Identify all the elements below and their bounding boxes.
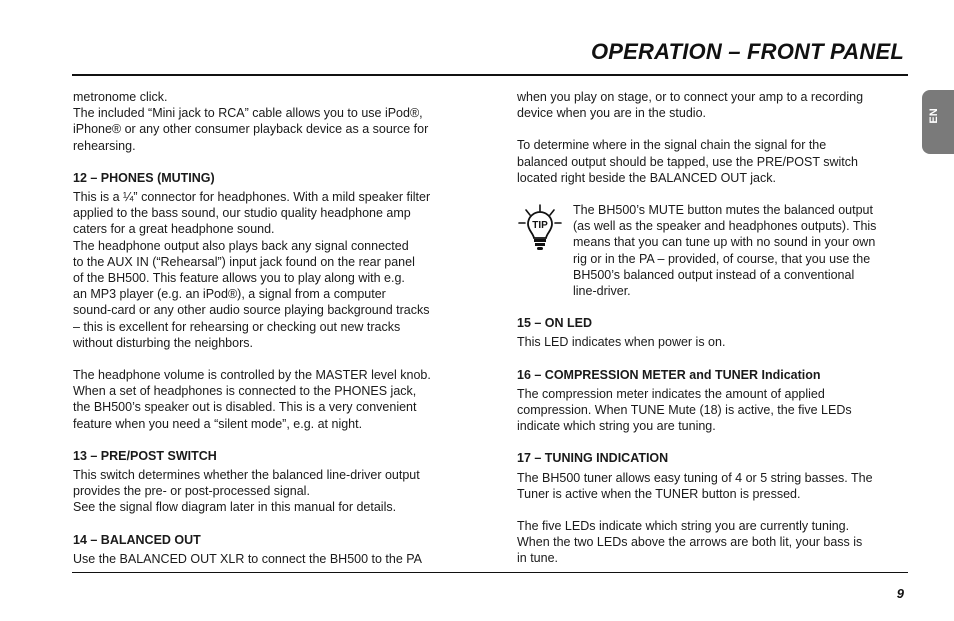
- page-title: OPERATION – FRONT PANEL: [590, 39, 904, 64]
- balanced-paragraph-2: To determine where in the signal chain the signal for the balanced output should be tapped, use the PRE/POST switch located right beside the BALANCED OUT jack.: [517, 138, 858, 185]
- header-rule: [72, 74, 908, 76]
- phones-paragraph-2: The headphone volume is controlled by the MASTER level knob. When a set of headphones is connected to the PHONES jack, the BH500’s speaker out is disabled. This is a very convenient feature when you need a “silent mode”, e.g. at night.: [73, 368, 431, 431]
- balanced-continued-paragraph: when you play on stage, or to connect your amp to a recording device when you are in the studio.: [517, 90, 864, 121]
- prepost-heading: 13 – PRE/POST SWITCH: [73, 448, 217, 463]
- left-column: [73, 89, 473, 567]
- compression-meter-heading: 16 – COMPRESSION METER and TUNER Indication: [517, 367, 821, 382]
- prepost-paragraph: This switch determines whether the balanced line-driver output provides the pre- or post-processed signal. See the signal flow diagram later in this manual for details.: [73, 468, 420, 515]
- intro-paragraph: metronome click. The included “Mini jack to RCA” cable allows you to use iPod®, iPhone® or any other consumer playback device as a source for rehearsing.: [73, 90, 429, 153]
- right-column: [517, 89, 909, 567]
- tuning-paragraph-1: The BH500 tuner allows easy tuning of 4 or 5 string basses. The Tuner is active when the TUNER button is pressed.: [517, 470, 873, 501]
- lightbulb-tip-icon: [517, 204, 563, 254]
- language-tab: [922, 90, 954, 154]
- language-tab-label: EN: [928, 108, 940, 124]
- balanced-heading: 14 – BALANCED OUT: [73, 532, 201, 547]
- phones-heading: 12 – PHONES (MUTING): [73, 170, 215, 185]
- page-number: 9: [896, 586, 904, 601]
- tuning-heading: 17 – TUNING INDICATION: [517, 451, 669, 466]
- compression-meter-paragraph: The compression meter indicates the amount of applied compression. When TUNE Mute (18) is active, the five LEDs indicate which string you are tuning.: [517, 386, 852, 434]
- tuning-paragraph-2: The five LEDs indicate which string you are currently tuning. When the two LEDs above the arrows are both lit, your bass is in tune.: [517, 519, 863, 566]
- balanced-paragraph: Use the BALANCED OUT XLR to connect the BH500 to the PA: [73, 551, 423, 566]
- tip-box: [517, 202, 909, 299]
- tip-text: The BH500’s MUTE button mutes the balanced output (as well as the speaker and headphones outputs). This means that you can tune up with no sound in your own rig or in the PA – provided, of course, that you use the BH500’s balanced output instead of a conventional line-driver.: [573, 203, 877, 299]
- on-led-paragraph: This LED indicates when power is on.: [517, 335, 726, 350]
- phones-paragraph-1: This is a ¼” connector for headphones. With a mild speaker filter applied to the bass sound, our studio quality headphone amp caters for a great headphone sound. The headphone output also plays back any signal connected to the AUX IN (“Rehearsal”) input jack found on the rear panel of the BH500. This feature allows you to play along with e.g. an MP3 player (e.g. an iPod®), a signal from a computer sound-card or any other audio source playing background tracks – this is excellent for rehearsing or checking out new tracks without disturbing the neighbors.: [73, 190, 431, 350]
- footer-rule: [72, 572, 908, 573]
- tip-label: TIP: [532, 220, 548, 232]
- on-led-heading: 15 – ON LED: [517, 316, 593, 331]
